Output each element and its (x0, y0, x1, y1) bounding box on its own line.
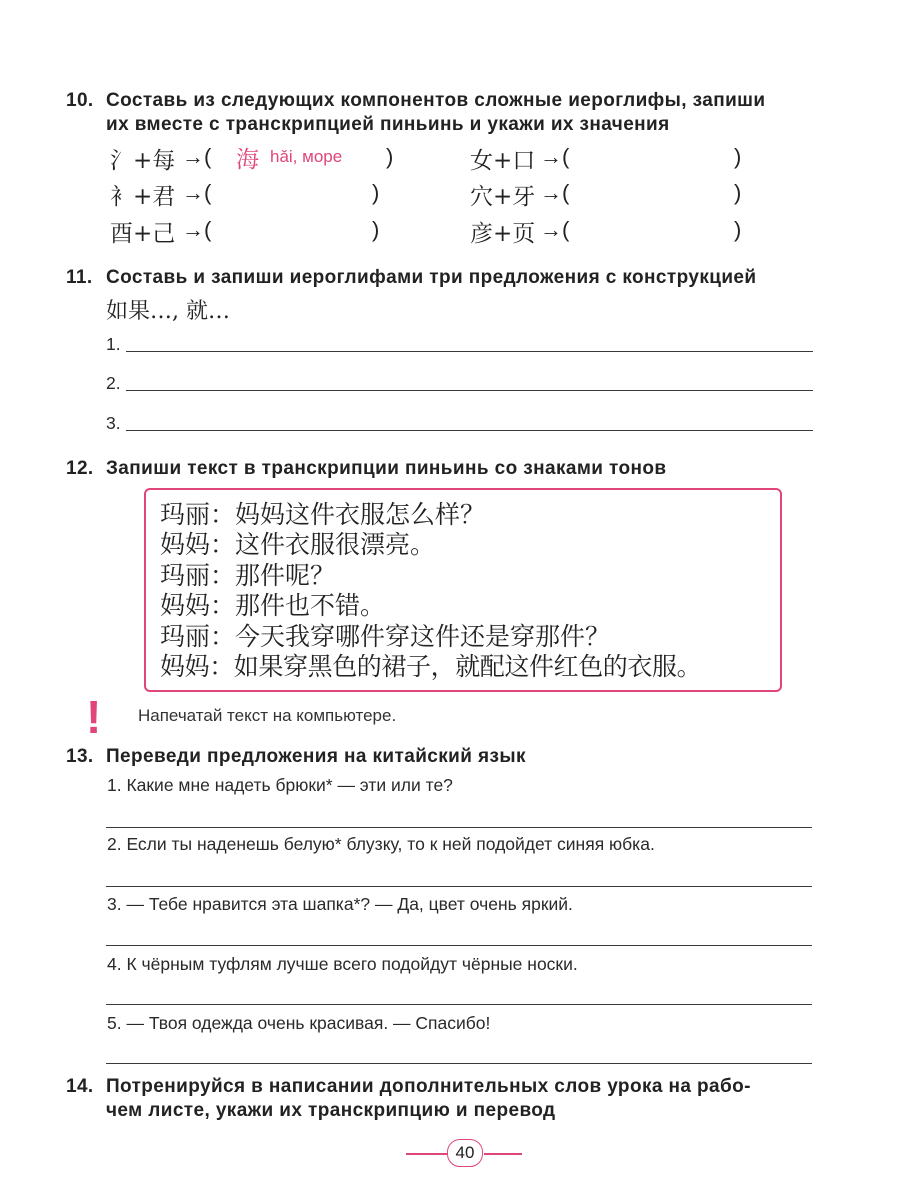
translation-line-1[interactable] (106, 827, 812, 828)
page-number: 40 (447, 1139, 483, 1167)
answer-line-label-2: 2. (106, 373, 121, 393)
component-formula: 衤+君 (110, 184, 176, 210)
task-10-title-line1: Составь из следующих компонентов сложные иероглифы, запиши (106, 90, 766, 111)
sentence-item: 4. К чёрным туфлям лучше всего подойдут чёрные носки. (107, 954, 578, 974)
dialogue-line: 玛丽：妈妈这件衣服怎么样？ (160, 500, 486, 529)
task-11-title-text: Составь и запиши иероглифами три предложения с конструкцией (106, 267, 757, 288)
exclamation-icon: ! (86, 691, 102, 743)
dialogue-line: 玛丽：今天我穿哪件穿这件还是穿那件？ (160, 622, 611, 651)
translation-line-4[interactable] (106, 1004, 812, 1005)
close-paren: ) (372, 217, 380, 242)
task-10-row-2-left (110, 176, 410, 210)
close-paren: ) (734, 217, 742, 242)
component-formula: 氵+每 (110, 148, 176, 174)
page-number-right-rule (484, 1153, 522, 1155)
sentence-item: 3. — Тебе нравится эта шапка*? — Да, цвет очень яркий. (107, 894, 573, 914)
close-paren: ) (734, 144, 742, 169)
arrow-open-paren: →( (182, 180, 212, 205)
answer-line-label-3: 3. (106, 413, 121, 433)
close-paren: ) (372, 180, 380, 205)
component-formula: 穴+牙 (470, 184, 536, 210)
sentence-item: 2. Если ты наденешь белую* блузку, то к ней подойдет синяя юбка. (107, 834, 655, 854)
sentence-item: 5. — Твоя одежда очень красивая. — Спасибо! (107, 1013, 491, 1033)
dialogue-line: 妈妈：如果穿黑色的裙子，就配这件红色的衣服。 (160, 652, 702, 681)
task-11-title (66, 266, 846, 290)
arrow-open-paren: →( (540, 180, 570, 205)
close-paren: ) (734, 180, 742, 205)
translation-line-3[interactable] (106, 945, 812, 946)
task-10-title-line2: их вместе с транскрипцией пиньинь и укажи их значения (106, 114, 670, 135)
sentence-item: 1. Какие мне надеть брюки* — эти или те? (107, 775, 453, 795)
dialogue-line: 妈妈：这件衣服很漂亮。 (160, 530, 436, 559)
arrow-open-paren: →( (182, 217, 212, 242)
task-10-row-2-right (470, 176, 770, 210)
task-13-title-text: Переведи предложения на китайский язык (106, 746, 526, 767)
component-formula: 酉+己 (110, 221, 176, 247)
arrow-open-paren: →( (182, 144, 212, 169)
task-10-title (66, 89, 826, 113)
translation-line-5[interactable] (106, 1063, 812, 1064)
answer-line-3[interactable] (126, 430, 813, 431)
dialogue-line: 玛丽：那件呢？ (160, 561, 336, 590)
task-12-title (66, 457, 846, 481)
component-formula: 彦+页 (470, 221, 536, 247)
task-number: 13. (66, 746, 94, 767)
task-10-row-3-right (470, 213, 770, 247)
task-number: 10. (66, 90, 94, 111)
page-number-left-rule (406, 1153, 448, 1155)
task-number: 12. (66, 458, 94, 479)
component-formula: 女+口 (470, 148, 536, 174)
task-10-row-3-left (110, 213, 410, 247)
task-14-title-line1: Потренируйся в написании дополнительных слов урока на рабо- (106, 1076, 751, 1097)
task-number: 14. (66, 1076, 94, 1097)
task-10-row-1-right (470, 140, 770, 174)
arrow-open-paren: →( (540, 144, 570, 169)
answer-text: hǎi, море (270, 147, 343, 166)
answer-line-label-1: 1. (106, 334, 121, 354)
arrow-open-paren: →( (540, 217, 570, 242)
close-paren: ) (386, 144, 394, 169)
answer-hanzi: 海 (236, 147, 259, 173)
construction-text: 如果…, 就… (106, 299, 230, 324)
note-text: Напечатай текст на компьютере. (138, 706, 397, 725)
dialogue-box (144, 488, 782, 692)
task-10-row-1-left (110, 140, 410, 174)
task-14-title (66, 1075, 856, 1099)
translation-line-2[interactable] (106, 886, 812, 887)
task-13-title (66, 745, 846, 769)
task-number: 11. (66, 267, 93, 288)
answer-line-1[interactable] (126, 351, 813, 352)
task-12-title-text: Запиши текст в транскрипции пиньинь со знаками тонов (106, 458, 667, 479)
dialogue-line: 妈妈：那件也不错。 (160, 591, 386, 620)
task-14-title-line2: чем листе, укажи их транскрипцию и перевод (106, 1100, 556, 1121)
answer-line-2[interactable] (126, 390, 813, 391)
